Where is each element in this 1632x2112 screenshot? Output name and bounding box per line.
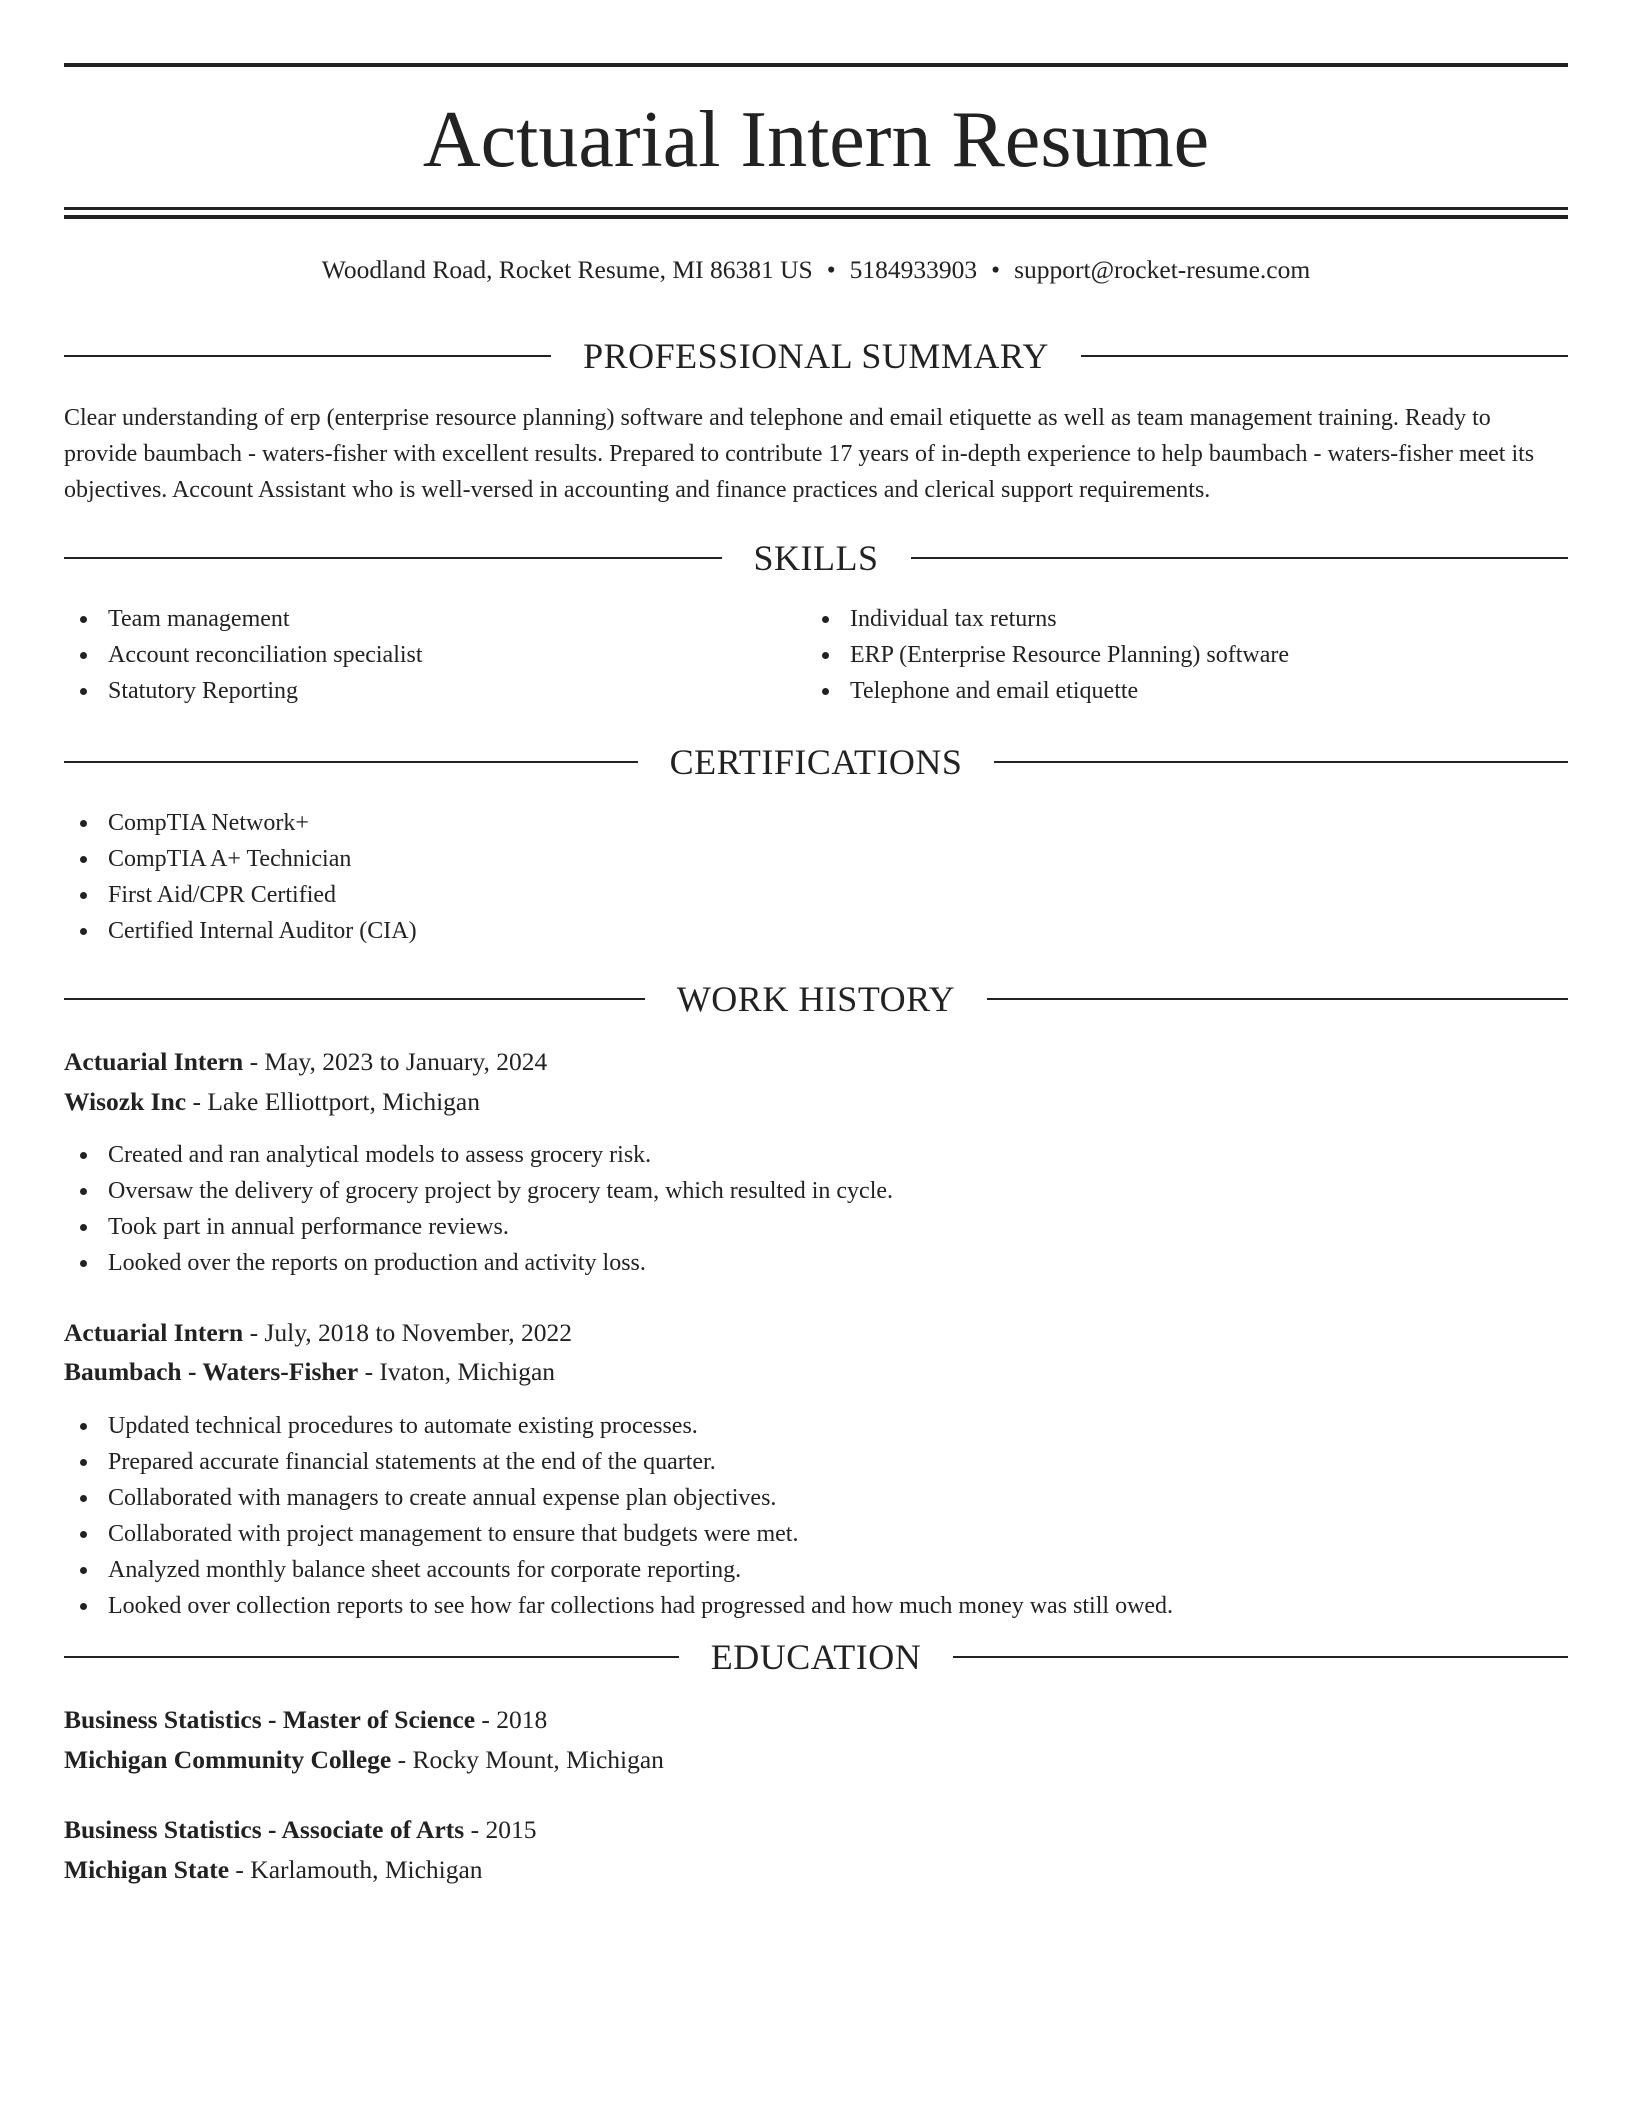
- section-title: EDUCATION: [710, 1637, 922, 1677]
- heading-rule: [64, 557, 722, 559]
- education-degree-line: [64, 1811, 1568, 1849]
- section-heading-work-history: [64, 977, 1568, 1021]
- section-heading-education: [64, 1635, 1568, 1679]
- job-bullet: Created and ran analytical models to assess grocery risk.: [64, 1137, 1568, 1173]
- job-bullet: Looked over the reports on production and activity loss.: [64, 1245, 1568, 1281]
- job-bullet: Updated technical procedures to automate existing processes.: [64, 1408, 1568, 1444]
- job-bullet: Looked over collection reports to see how far collections had progressed and how much money was still owed.: [64, 1588, 1568, 1624]
- education-year: - 2018: [475, 1705, 548, 1734]
- skill-item: Team management: [64, 601, 804, 637]
- contact-email: support@rocket-resume.com: [1014, 255, 1311, 284]
- skills-list-right: [806, 601, 1566, 709]
- contact-line: [64, 254, 1568, 286]
- heading-rule: [987, 998, 1568, 1000]
- certification-item: Certified Internal Auditor (CIA): [64, 913, 1568, 949]
- job-location: - Ivaton, Michigan: [358, 1357, 556, 1386]
- education-school: Michigan Community College: [64, 1745, 392, 1774]
- heading-rule: [64, 761, 638, 763]
- job-company-line: [64, 1353, 1568, 1391]
- job-company: Wisozk Inc: [64, 1087, 187, 1116]
- heading-rule: [64, 998, 645, 1000]
- job-title-line: [64, 1314, 1568, 1352]
- section-title: WORK HISTORY: [676, 979, 956, 1019]
- job-bullet: Took part in annual performance reviews.: [64, 1209, 1568, 1245]
- section-heading-skills: [64, 536, 1568, 580]
- job-bullet: Collaborated with managers to create annual expense plan objectives.: [64, 1480, 1568, 1516]
- skills-list-left: [64, 601, 804, 709]
- certification-item: First Aid/CPR Certified: [64, 877, 1568, 913]
- education-school: Michigan State: [64, 1855, 230, 1884]
- education-location: - Karlamouth, Michigan: [229, 1855, 483, 1884]
- heading-rule: [953, 1656, 1568, 1658]
- job-dates: - May, 2023 to January, 2024: [243, 1047, 548, 1076]
- job-company-line: [64, 1083, 1568, 1121]
- job-company: Baumbach - Waters-Fisher: [64, 1357, 359, 1386]
- contact-separator: •: [991, 255, 1001, 284]
- heading-rule: [1081, 355, 1568, 357]
- section-heading-certifications: [64, 740, 1568, 784]
- job-dates: - July, 2018 to November, 2022: [243, 1318, 572, 1347]
- header-double-rule-lower: [64, 215, 1568, 219]
- header-double-rule-upper: [64, 207, 1568, 210]
- skill-item: Statutory Reporting: [64, 673, 804, 709]
- resume-title: Actuarial Intern Resume: [422, 96, 1210, 184]
- job-bullet: Prepared accurate financial statements at the end of the quarter.: [64, 1444, 1568, 1480]
- education-degree: Business Statistics - Master of Science: [64, 1705, 476, 1734]
- skill-item: ERP (Enterprise Resource Planning) software: [806, 637, 1566, 673]
- summary-text: Clear understanding of erp (enterprise resource planning) software and telephone and email etiquette as well as team management training. Ready to provide baumbach - waters-fisher with excellent results. Prepared to contribute 17 years of in-depth experience to help baumbach - waters-fisher meet its objectives. Account Assistant who is well-versed in accounting and finance practices and clerical support requirements.: [64, 405, 1535, 503]
- job-bullet: Analyzed monthly balance sheet accounts for corporate reporting.: [64, 1552, 1568, 1588]
- job-location: - Lake Elliottport, Michigan: [186, 1087, 480, 1116]
- education-degree-line: [64, 1701, 1568, 1739]
- education-degree: Business Statistics - Associate of Arts: [64, 1815, 465, 1844]
- education-school-line: [64, 1851, 1568, 1889]
- education-location: - Rocky Mount, Michigan: [391, 1745, 664, 1774]
- education-year: - 2015: [464, 1815, 537, 1844]
- job-title-line: [64, 1043, 1568, 1081]
- section-title: CERTIFICATIONS: [669, 742, 963, 782]
- skill-item: Account reconciliation specialist: [64, 637, 804, 673]
- certification-item: CompTIA Network+: [64, 805, 1568, 841]
- contact-phone: 5184933903: [849, 255, 978, 284]
- job-bullet: Oversaw the delivery of grocery project by grocery team, which resulted in cycle.: [64, 1173, 1568, 1209]
- skill-item: Telephone and email etiquette: [806, 673, 1566, 709]
- job-title: Actuarial Intern: [64, 1047, 244, 1076]
- education-school-line: [64, 1741, 1568, 1779]
- contact-separator: •: [826, 255, 836, 284]
- heading-rule: [911, 557, 1569, 559]
- section-heading-summary: [64, 334, 1568, 378]
- section-title: SKILLS: [753, 538, 879, 578]
- heading-rule: [64, 1656, 679, 1658]
- contact-address: Woodland Road, Rocket Resume, MI 86381 US: [321, 255, 813, 284]
- certification-item: CompTIA A+ Technician: [64, 841, 1568, 877]
- job-bullet: Collaborated with project management to ensure that budgets were met.: [64, 1516, 1568, 1552]
- certifications-list: [64, 805, 1568, 949]
- skill-item: Individual tax returns: [806, 601, 1566, 637]
- section-title: PROFESSIONAL SUMMARY: [583, 336, 1049, 376]
- heading-rule: [64, 355, 551, 357]
- job-title: Actuarial Intern: [64, 1318, 244, 1347]
- job-bullets: [64, 1137, 1568, 1281]
- header-top-rule: [64, 63, 1568, 67]
- job-bullets: [64, 1408, 1568, 1624]
- heading-rule: [994, 761, 1568, 763]
